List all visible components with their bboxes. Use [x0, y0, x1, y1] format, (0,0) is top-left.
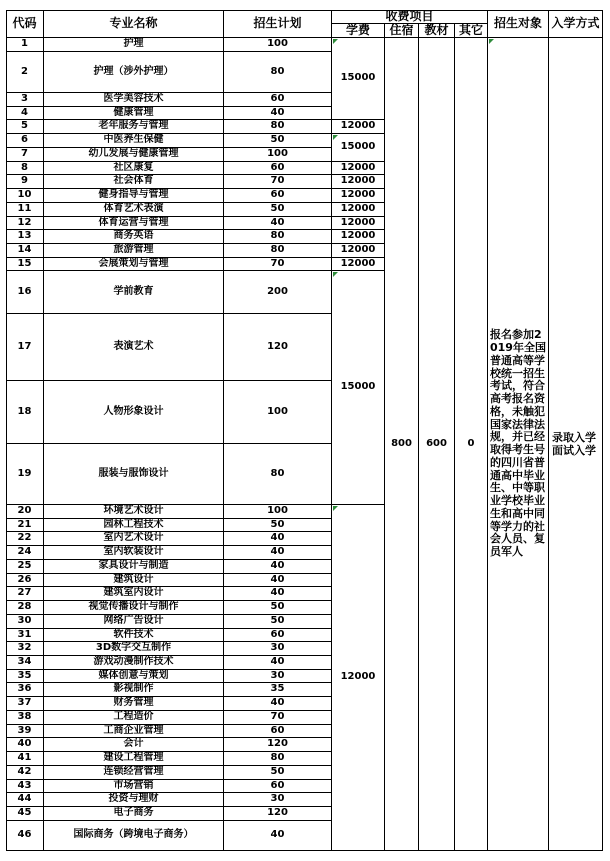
row-major-name: 网络广告设计 — [44, 615, 224, 629]
row-plan: 50 — [224, 519, 332, 532]
row-code: 4 — [6, 107, 44, 120]
row-code: 21 — [6, 519, 44, 532]
row-code: 26 — [6, 574, 44, 587]
row-plan: 60 — [224, 162, 332, 175]
row-major-name: 国际商务（跨境电子商务） — [44, 821, 224, 851]
row-plan: 120 — [224, 807, 332, 821]
row-code: 46 — [6, 821, 44, 851]
row-major-name: 室内艺术设计 — [44, 532, 224, 546]
row-code: 10 — [6, 189, 44, 203]
row-plan: 60 — [224, 629, 332, 642]
row-plan: 60 — [224, 780, 332, 793]
row-major-name: 工商企业管理 — [44, 725, 224, 738]
tuition-cell: 12000 — [332, 203, 385, 217]
row-major-name: 连锁经营管理 — [44, 766, 224, 780]
row-code: 24 — [6, 546, 44, 560]
row-code: 38 — [6, 711, 44, 725]
row-plan: 30 — [224, 642, 332, 656]
row-major-name: 会计 — [44, 738, 224, 752]
row-plan: 40 — [224, 107, 332, 120]
row-plan: 50 — [224, 615, 332, 629]
row-major-name: 护理 — [44, 38, 224, 52]
row-code: 2 — [6, 52, 44, 93]
row-code: 30 — [6, 615, 44, 629]
row-plan: 40 — [224, 560, 332, 574]
row-plan: 100 — [224, 505, 332, 519]
row-major-name: 建筑室内设计 — [44, 587, 224, 601]
row-code: 17 — [6, 314, 44, 381]
row-plan: 50 — [224, 203, 332, 217]
tuition-cell: 15000 — [332, 271, 385, 505]
row-major-name: 软件技术 — [44, 629, 224, 642]
row-major-name: 护理（涉外护理） — [44, 52, 224, 93]
row-major-name: 市场营销 — [44, 780, 224, 793]
row-plan: 40 — [224, 574, 332, 587]
row-plan: 100 — [224, 381, 332, 444]
row-plan: 120 — [224, 738, 332, 752]
row-code: 6 — [6, 134, 44, 148]
row-code: 16 — [6, 271, 44, 314]
cell-comment-marker — [489, 39, 494, 44]
tuition-cell: 12000 — [332, 258, 385, 271]
row-code: 3 — [6, 93, 44, 107]
row-code: 7 — [6, 148, 44, 162]
row-major-name: 建筑设计 — [44, 574, 224, 587]
cell-comment-marker — [333, 272, 338, 277]
row-major-name: 老年服务与管理 — [44, 120, 224, 134]
method-cell: 录取入学面试入学 — [549, 38, 603, 851]
row-major-name: 幼儿发展与健康管理 — [44, 148, 224, 162]
row-plan: 35 — [224, 683, 332, 697]
header-major: 专业名称 — [44, 10, 224, 38]
row-code: 37 — [6, 697, 44, 711]
row-plan: 50 — [224, 601, 332, 615]
row-plan: 40 — [224, 546, 332, 560]
other-fee-cell: 0 — [455, 38, 488, 851]
row-code: 43 — [6, 780, 44, 793]
audience-cell: 报名参加2019年全国普通高等学校统一招生考试，符合高考报名资格，未触犯国家法律法规，并已经取得考生号的四川省普通高中毕业生、中等职业学校毕业生和高中同等学力的社会人员、复员军人 — [488, 38, 549, 851]
row-major-name: 体育艺术表演 — [44, 203, 224, 217]
textbook-fee-cell: 600 — [419, 38, 455, 851]
tuition-cell: 12000 — [332, 162, 385, 175]
row-plan: 80 — [224, 52, 332, 93]
row-plan: 60 — [224, 725, 332, 738]
row-plan: 60 — [224, 189, 332, 203]
row-plan: 70 — [224, 258, 332, 271]
tuition-cell: 12000 — [332, 175, 385, 189]
row-major-name: 游戏动漫制作技术 — [44, 656, 224, 670]
tuition-cell: 12000 — [332, 230, 385, 244]
row-code: 25 — [6, 560, 44, 574]
row-code: 36 — [6, 683, 44, 697]
row-code: 40 — [6, 738, 44, 752]
header-plan: 招生计划 — [224, 10, 332, 38]
row-plan: 40 — [224, 697, 332, 711]
row-code: 9 — [6, 175, 44, 189]
row-code: 32 — [6, 642, 44, 656]
row-plan: 100 — [224, 148, 332, 162]
row-major-name: 体育运营与管理 — [44, 217, 224, 230]
row-major-name: 健康管理 — [44, 107, 224, 120]
row-major-name: 旅游管理 — [44, 244, 224, 258]
row-code: 11 — [6, 203, 44, 217]
header-tuition: 学费 — [332, 24, 385, 38]
header-textbook: 教材 — [419, 24, 455, 38]
header-lodging: 住宿 — [385, 24, 419, 38]
header-fees-group: 收费项目 — [332, 10, 488, 24]
tuition-cell: 15000 — [332, 134, 385, 162]
row-code: 18 — [6, 381, 44, 444]
row-code: 20 — [6, 505, 44, 519]
cell-comment-marker — [333, 135, 338, 140]
row-plan: 70 — [224, 175, 332, 189]
row-major-name: 商务英语 — [44, 230, 224, 244]
row-major-name: 家具设计与制造 — [44, 560, 224, 574]
row-plan: 80 — [224, 752, 332, 766]
row-major-name: 人物形象设计 — [44, 381, 224, 444]
row-major-name: 服装与服饰设计 — [44, 444, 224, 505]
row-code: 27 — [6, 587, 44, 601]
row-major-name: 学前教育 — [44, 271, 224, 314]
row-plan: 80 — [224, 230, 332, 244]
row-major-name: 工程造价 — [44, 711, 224, 725]
row-major-name: 医学美容技术 — [44, 93, 224, 107]
row-major-name: 社区康复 — [44, 162, 224, 175]
tuition-cell: 12000 — [332, 505, 385, 851]
row-plan: 40 — [224, 217, 332, 230]
row-code: 28 — [6, 601, 44, 615]
row-major-name: 媒体创意与策划 — [44, 670, 224, 683]
row-major-name: 投资与理财 — [44, 793, 224, 807]
row-plan: 80 — [224, 244, 332, 258]
row-plan: 50 — [224, 134, 332, 148]
row-plan: 30 — [224, 793, 332, 807]
row-plan: 80 — [224, 444, 332, 505]
row-code: 13 — [6, 230, 44, 244]
header-other: 其它 — [455, 24, 488, 38]
row-plan: 40 — [224, 656, 332, 670]
row-plan: 40 — [224, 587, 332, 601]
row-plan: 40 — [224, 821, 332, 851]
row-major-name: 室内软装设计 — [44, 546, 224, 560]
tuition-cell: 12000 — [332, 120, 385, 134]
row-code: 34 — [6, 656, 44, 670]
row-code: 14 — [6, 244, 44, 258]
row-plan: 50 — [224, 766, 332, 780]
row-code: 31 — [6, 629, 44, 642]
cell-comment-marker — [333, 506, 338, 511]
cell-comment-marker — [333, 39, 338, 44]
row-code: 8 — [6, 162, 44, 175]
row-plan: 40 — [224, 532, 332, 546]
row-code: 41 — [6, 752, 44, 766]
row-code: 45 — [6, 807, 44, 821]
row-major-name: 3D数字交互制作 — [44, 642, 224, 656]
row-plan: 60 — [224, 93, 332, 107]
header-code: 代码 — [6, 10, 44, 38]
row-major-name: 财务管理 — [44, 697, 224, 711]
row-code: 15 — [6, 258, 44, 271]
header-method: 入学方式 — [549, 10, 603, 38]
row-major-name: 中医养生保健 — [44, 134, 224, 148]
tuition-cell: 12000 — [332, 217, 385, 230]
lodging-fee-cell: 800 — [385, 38, 419, 851]
row-plan: 200 — [224, 271, 332, 314]
row-major-name: 社会体育 — [44, 175, 224, 189]
row-code: 5 — [6, 120, 44, 134]
row-major-name: 影视制作 — [44, 683, 224, 697]
row-plan: 100 — [224, 38, 332, 52]
row-code: 22 — [6, 532, 44, 546]
enrollment-table — [6, 10, 603, 851]
row-major-name: 视觉传播设计与制作 — [44, 601, 224, 615]
row-major-name: 会展策划与管理 — [44, 258, 224, 271]
row-major-name: 电子商务 — [44, 807, 224, 821]
row-major-name: 环境艺术设计 — [44, 505, 224, 519]
row-major-name: 园林工程技术 — [44, 519, 224, 532]
row-code: 1 — [6, 38, 44, 52]
tuition-cell: 12000 — [332, 189, 385, 203]
tuition-cell: 15000 — [332, 38, 385, 120]
header-audience: 招生对象 — [488, 10, 549, 38]
row-plan: 30 — [224, 670, 332, 683]
row-code: 19 — [6, 444, 44, 505]
tuition-cell: 12000 — [332, 244, 385, 258]
row-code: 39 — [6, 725, 44, 738]
row-code: 42 — [6, 766, 44, 780]
row-major-name: 表演艺术 — [44, 314, 224, 381]
row-major-name: 健身指导与管理 — [44, 189, 224, 203]
row-code: 12 — [6, 217, 44, 230]
row-plan: 120 — [224, 314, 332, 381]
row-code: 44 — [6, 793, 44, 807]
row-plan: 80 — [224, 120, 332, 134]
row-plan: 70 — [224, 711, 332, 725]
row-code: 35 — [6, 670, 44, 683]
row-major-name: 建设工程管理 — [44, 752, 224, 766]
